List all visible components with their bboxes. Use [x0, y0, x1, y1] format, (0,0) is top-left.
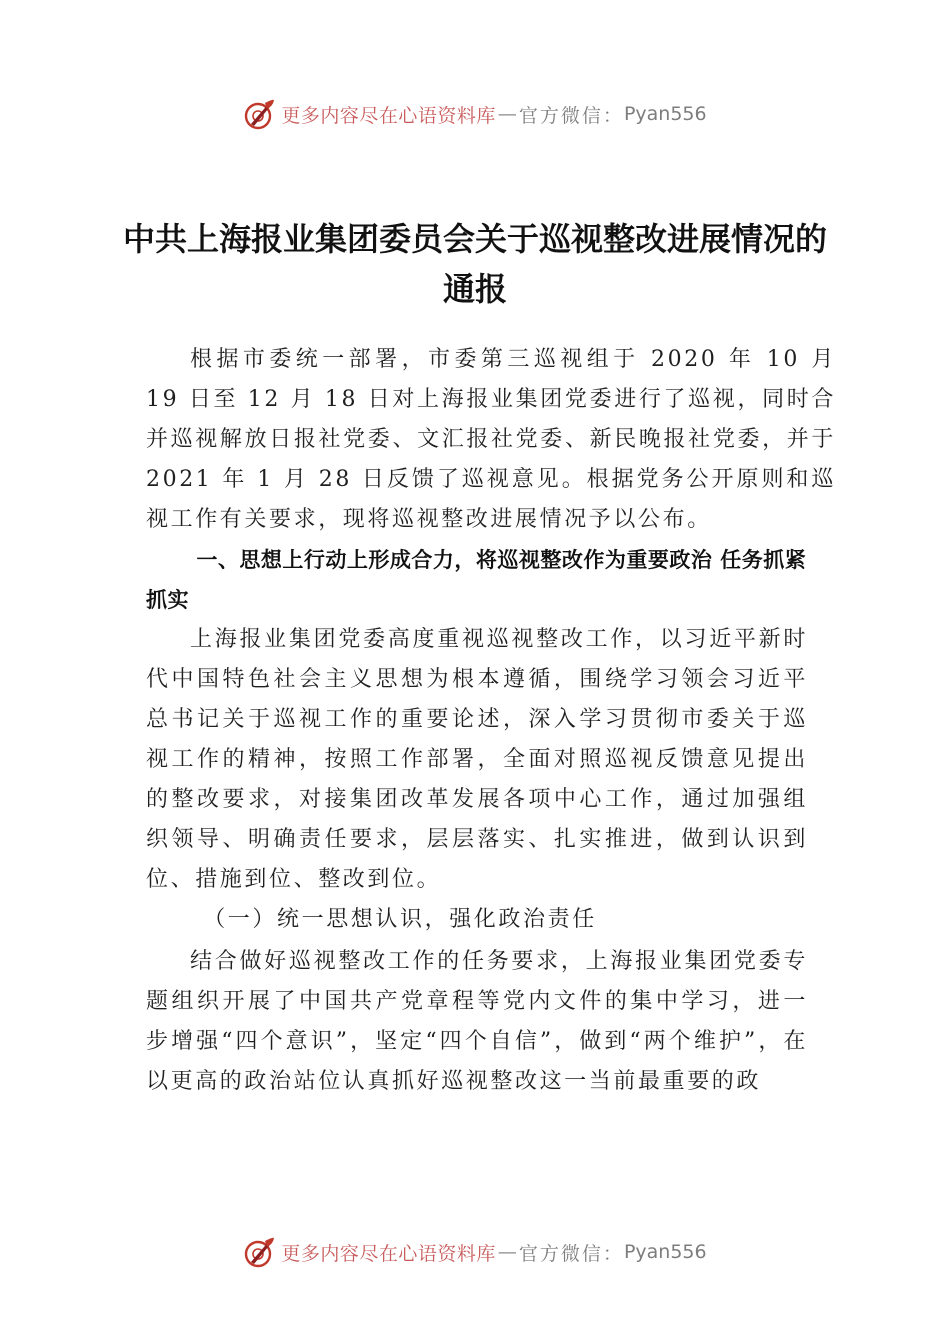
- footer-banner: [0, 1232, 950, 1272]
- paragraph-section-1: 上海报业集团党委高度重视巡视整改工作，以习近平新时代中国特色社会主义思想为根本遵循，围绕学习领会习近平总书记关于巡视工作的重要论述，深入学习贯彻市委关于巡视工作的精神，按照工作部署，全面对照巡视反馈意见提出的整改要求，对接集团改革发展各项中心工作，通过加强组织领导、明确责任要求，层层落实、扎实推进，做到认识到位、措施到位、整改到位。: [146, 627, 808, 892]
- banner-wechat-id: Pyan556: [623, 1241, 707, 1263]
- banner-wechat-id: Pyan556: [623, 103, 707, 125]
- subheading-1: （一）统一思想认识，强化政治责任: [203, 907, 597, 932]
- section-heading-1: 一、思想上行动上形成合力，将巡视整改作为重要政治 任务抓紧抓实: [146, 548, 807, 612]
- paragraph-intro: 根据市委统一部署，市委第三巡视组于 2020 年 10 月 19 日至 12 月 18 日对上海报业集团党委进行了巡视，同时合并巡视解放日报社党委、文汇报社党委、新民晚报社党委，并于 2021 年 1 月 28 日反馈了巡视意见。根据党务公开原则和巡视工作有关要求，现将巡视整改进展情况予以公布。: [146, 347, 836, 532]
- banner-text: 更多内容尽在心语资料库: [281, 104, 496, 127]
- banner-text: 更多内容尽在心语资料库: [281, 1242, 496, 1265]
- document-body: [146, 340, 836, 1102]
- header-banner: [0, 94, 950, 134]
- quill-pen-logo-icon: [243, 1235, 277, 1269]
- paragraph-subsection-1: 结合做好巡视整改工作的任务要求，上海报业集团党委专题组织开展了中国共产党章程等党内文件的集中学习，进一步增强“四个意识”，坚定“四个自信”，做到“两个维护”，在以更高的政治站位认真抓好巡视整改这一当前最重要的政: [146, 949, 808, 1094]
- banner-wechat-label: 官方微信：: [518, 1242, 624, 1265]
- quill-pen-logo-icon: [243, 97, 277, 131]
- document-title: 中共上海报业集团委员会关于巡视整改进展情况的通报: [122, 220, 827, 308]
- banner-separator: —: [497, 1241, 517, 1263]
- banner-wechat-label: 官方微信：: [518, 104, 624, 127]
- banner-separator: —: [497, 103, 517, 125]
